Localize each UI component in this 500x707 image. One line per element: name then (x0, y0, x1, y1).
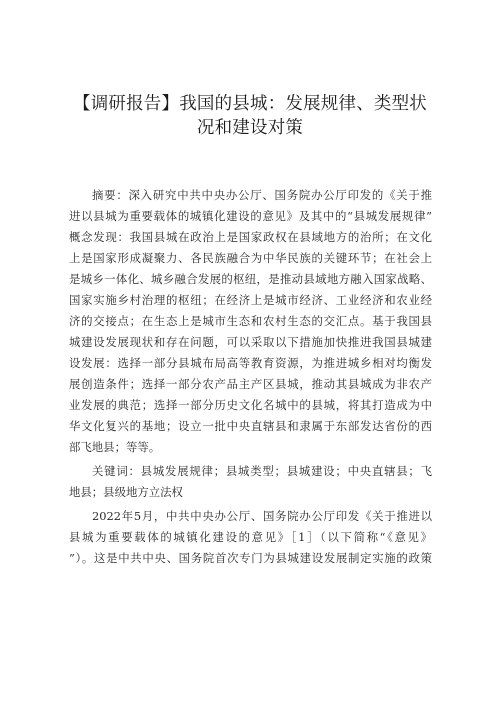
abstract-line: 是城乡一体化、城乡融合发展的枢纽，是推动县域地方融入国家战略、 (69, 272, 432, 286)
abstract-paragraph (69, 185, 432, 458)
abstract-line: 华文化复兴的基地；设立一批中央直辖县和隶属于东部发达省份的西 (69, 419, 432, 433)
abstract-line: 城建设发展现状和存在问题，可以采取以下措施加快推进我国县城建 (69, 335, 432, 349)
abstract-line: 业发展的典范；选择一部分历史文化名城中的县城，将其打造成为中 (69, 398, 432, 412)
abstract-line: 进以县城为重要载体的城镇化建设的意见》及其中的“县城发展规律” (69, 209, 432, 223)
intro-line: ”）。这是中共中央、国务院首次专门为县城建设发展制定实施的政策 (69, 551, 432, 565)
abstract-line: 部飞地县；等等。 (69, 440, 161, 454)
keywords-paragraph (69, 461, 432, 503)
document-title (60, 92, 440, 140)
intro-paragraph (69, 506, 432, 569)
abstract-line: 摘要：深入研究中共中央办公厅、国务院办公厅印发的《关于推 (92, 188, 432, 202)
document-body (69, 185, 432, 572)
abstract-line: 国家实施乡村治理的枢纽；在经济上是城市经济、工业经济和农业经 (69, 293, 432, 307)
abstract-line: 展创造条件；选择一部分农产品主产区县城，推动其县城成为非农产 (69, 377, 432, 391)
abstract-line: 设发展：选择一部分县城布局高等教育资源，为推进城乡相对均衡发 (69, 356, 432, 370)
abstract-line: 上是国家形成凝聚力、各民族融合为中华民族的关键环节；在社会上 (69, 251, 432, 265)
title-line-2: 况和建设对策 (196, 118, 304, 138)
abstract-line: 概念发现：我国县城在政治上是国家政权在县域地方的治所；在文化 (69, 230, 432, 244)
intro-line: 2022年5月，中共中央办公厅、国务院办公厅印发《关于推进以 (92, 509, 432, 523)
keywords-line: 关键词：县城发展规律；县城类型；县城建设；中央直辖县；飞 (92, 464, 432, 478)
intro-line: 县城为重要载体的城镇化建设的意见》［1］（以下简称“《意见》 (69, 530, 432, 544)
keywords-line: 地县；县级地方立法权 (69, 485, 183, 499)
abstract-line: 济的交接点；在生态上是城市生态和农村生态的交汇点。基于我国县 (69, 314, 432, 328)
title-line-1: 【调研报告】我国的县城：发展规律、类型状 (73, 94, 427, 114)
